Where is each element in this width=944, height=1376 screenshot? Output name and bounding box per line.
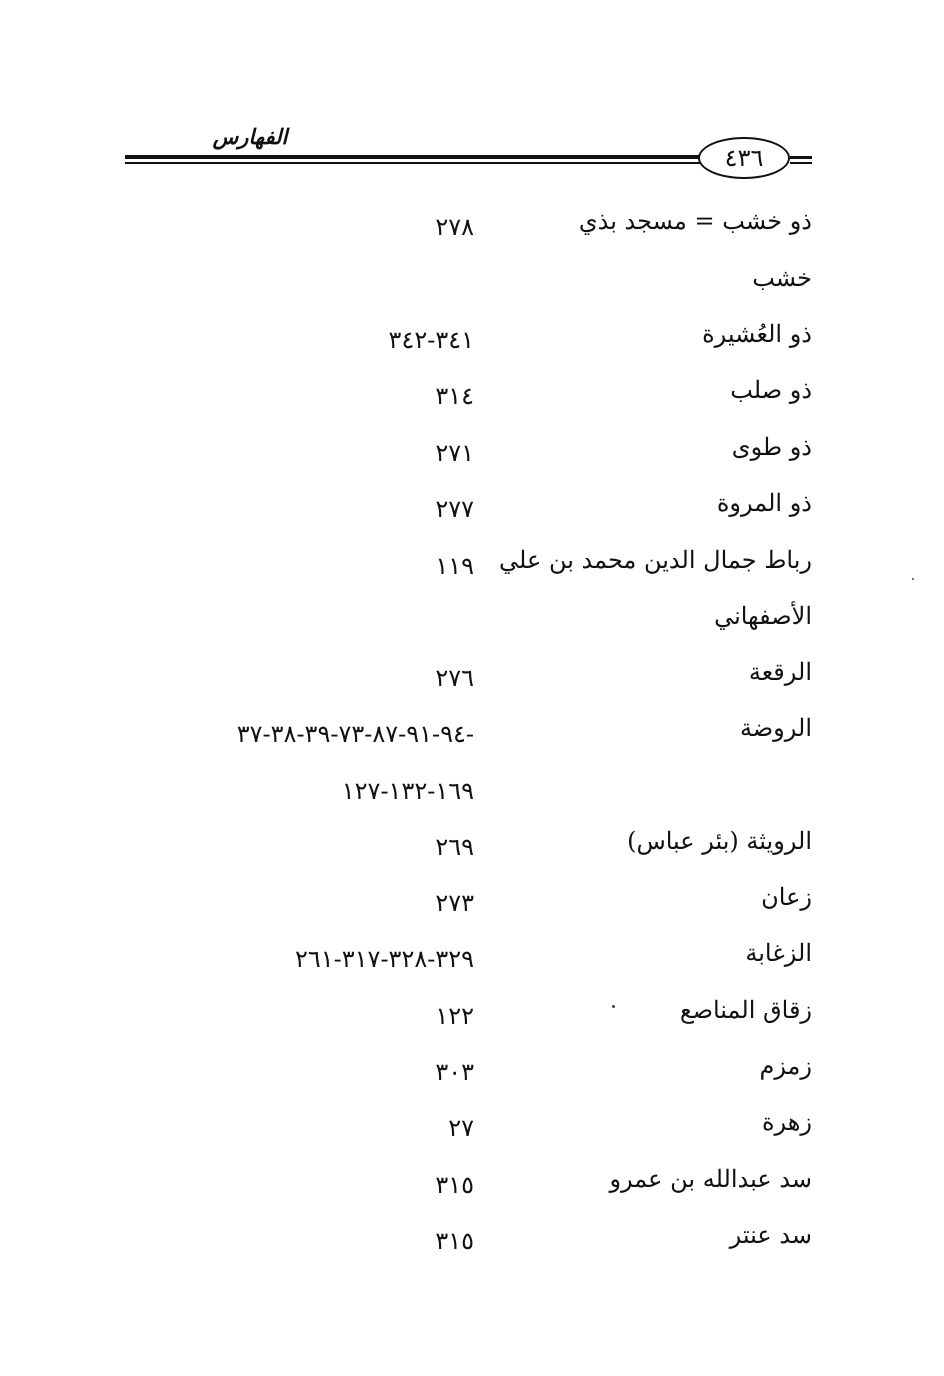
header-title: الفهارس <box>212 124 288 149</box>
index-term: ذو خشب = مسجد بذي <box>578 207 812 235</box>
index-pages: ٣١٥ <box>435 1171 474 1199</box>
index-pages: ١٢٢ <box>435 1002 474 1030</box>
page-number-oval <box>698 137 790 179</box>
index-pages: ٣١٤ <box>435 382 474 410</box>
index-term: الأصفهاني <box>714 602 812 630</box>
index-term: رباط جمال الدين محمد بن علي <box>499 546 812 574</box>
index-pages: ٣١٥ <box>435 1227 474 1255</box>
index-pages: ٢٧٨ <box>435 213 474 241</box>
index-term: سد عنتر <box>729 1221 812 1249</box>
index-term: زمزم <box>759 1052 812 1080</box>
page-number: ٤٣٦ <box>724 144 764 172</box>
index-pages: ٣٤١-٣٤٢ <box>388 326 474 354</box>
index-term: زقاق المناصع <box>679 996 812 1024</box>
index-pages: ٣٢٩-٣٢٨-٣١٧-٢٦١ <box>294 945 474 973</box>
index-pages: -٩٤-٩١-٨٧-٧٣-٣٩-٣٨-٣٧ <box>236 720 474 748</box>
index-term: الزغابة <box>745 939 812 967</box>
index-term: خشب <box>752 264 812 292</box>
index-term: ذو طوى <box>731 433 812 461</box>
print-speck <box>912 578 914 580</box>
index-pages: ٢٧٧ <box>435 495 474 523</box>
header-rule-tail-thin <box>790 162 812 164</box>
index-term: زهرة <box>761 1108 812 1136</box>
index-pages: ١١٩ <box>435 552 474 580</box>
index-pages: ٢٧ <box>448 1114 474 1142</box>
index-pages: ٢٦٩ <box>435 833 474 861</box>
index-term: ذو صلب <box>730 376 812 404</box>
print-speck <box>612 1005 615 1008</box>
header-rule-thin <box>125 162 705 164</box>
index-pages: ٢٧٣ <box>435 889 474 917</box>
index-pages: ١٦٩-١٣٢-١٢٧ <box>341 777 474 805</box>
index-pages: ٢٧٦ <box>435 664 474 692</box>
index-term: ذو العُشيرة <box>702 320 812 348</box>
index-pages: ٢٧١ <box>435 439 474 467</box>
index-term: سد عبدالله بن عمرو <box>609 1165 812 1193</box>
index-term: ذو المروة <box>716 489 812 517</box>
index-term: الروضة <box>739 714 812 742</box>
index-term: زعان <box>761 883 812 911</box>
header-rule-thick <box>125 155 705 159</box>
header-rule-tail <box>790 156 812 159</box>
index-term: الرويثة (بئر عباس) <box>627 827 812 855</box>
index-pages: ٣٠٣ <box>435 1058 474 1086</box>
index-term: الرقعة <box>748 658 812 686</box>
